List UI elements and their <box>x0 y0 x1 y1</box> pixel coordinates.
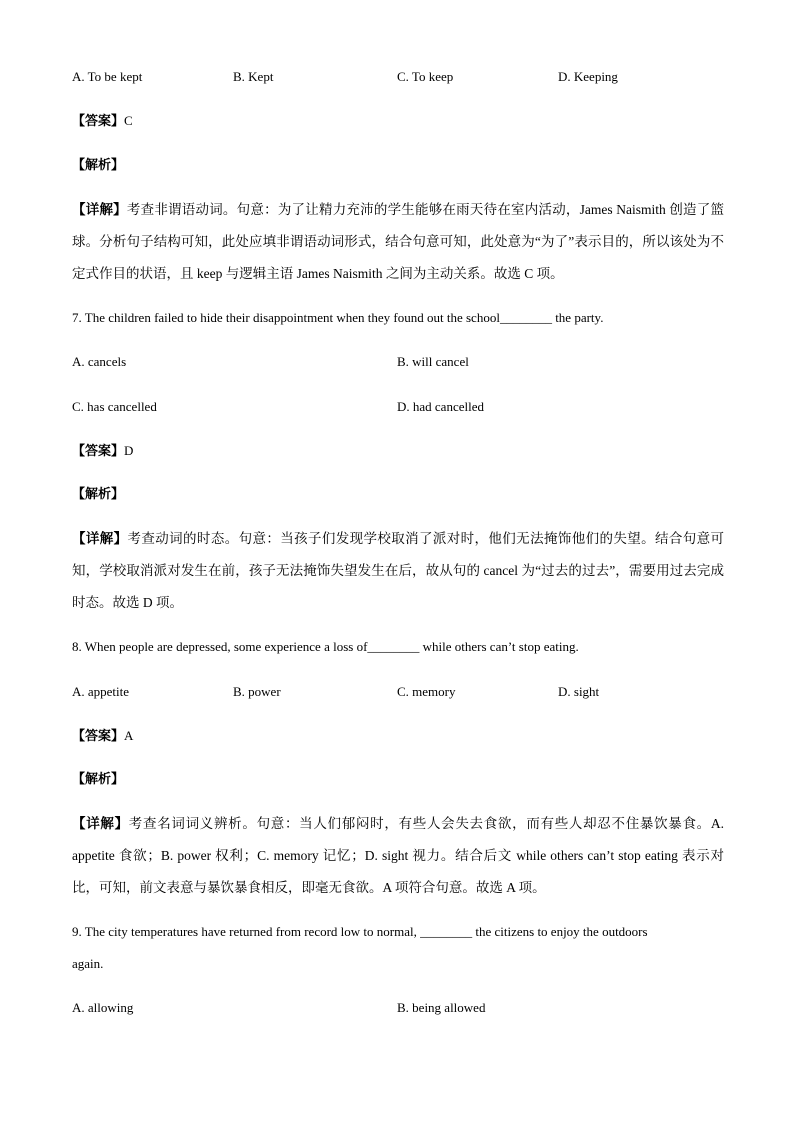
q7-answer <box>72 442 133 461</box>
answer-value: A <box>124 728 134 743</box>
q6-option-b: B. Kept <box>233 69 274 84</box>
answer-tag: 【答案】 <box>72 729 125 744</box>
answer-value: C <box>124 113 133 128</box>
answer-value: D <box>124 443 134 458</box>
q8-option-d: D. sight <box>558 684 600 699</box>
detail-tag: 【详解】 <box>72 816 129 832</box>
q7-option-d: D. had cancelled <box>397 399 484 414</box>
q7-option-c: C. has cancelled <box>72 399 157 414</box>
q7-detail <box>72 523 724 619</box>
q6-detail <box>72 194 724 290</box>
q8-option-a: A. appetite <box>72 684 130 699</box>
q6-analysis-heading: 【解析】 <box>72 158 125 173</box>
detail-tag: 【详解】 <box>72 202 127 218</box>
q8-option-b: B. power <box>233 684 281 699</box>
q7-option-a: A. cancels <box>72 354 127 369</box>
q6-answer <box>72 112 133 131</box>
q9-option-b: B. being allowed <box>397 1000 486 1015</box>
detail-text: 考查非谓语动词。句意：为了让精力充沛的学生能够在雨天待在室内活动，James Naismith 创造了篮球。分析句子结构可知，此处应填非谓语动词形式，结合句意可知，此处意为“为了”表示目的，所以该处为不定式作目的状语，且 keep 与逻辑主语 James Naismith 之间为主动关系。故选 C 项。 <box>72 202 724 281</box>
q8-analysis-heading: 【解析】 <box>72 772 125 787</box>
q8-option-c: C. memory <box>397 684 456 699</box>
q9-question-line1: 9. The city temperatures have returned from record low to normal, ________ the citizens to enjoy the outdoors <box>72 924 648 939</box>
answer-tag: 【答案】 <box>72 114 125 129</box>
q8-detail <box>72 808 724 904</box>
q7-analysis-heading: 【解析】 <box>72 487 125 502</box>
detail-text: 考查动词的时态。句意：当孩子们发现学校取消了派对时，他们无法掩饰他们的失望。结合句意可知，学校取消派对发生在前，孩子无法掩饰失望发生在后，故从句的 cancel 为“过去的过去”，需要用过去完成时态。故选 D 项。 <box>72 531 725 610</box>
q9-option-a: A. allowing <box>72 1000 134 1015</box>
q6-option-d: D. Keeping <box>558 69 618 84</box>
q6-option-a: A. To be kept <box>72 69 143 84</box>
q7-option-b: B. will cancel <box>397 354 469 369</box>
q9-question-line2: again. <box>72 956 104 971</box>
q8-answer <box>72 727 133 746</box>
q7-question: 7. The children failed to hide their disappointment when they found out the school________ the party. <box>72 310 604 325</box>
q6-option-c: C. To keep <box>397 69 454 84</box>
q8-question: 8. When people are depressed, some experience a loss of________ while others can’t stop eating. <box>72 639 579 654</box>
detail-tag: 【详解】 <box>72 531 128 547</box>
answer-tag: 【答案】 <box>72 444 125 459</box>
detail-text: 考查名词词义辨析。句意：当人们郁闷时，有些人会失去食欲，而有些人却忍不住暴饮暴食。A. appetite 食欲；B. power 权利；C. memory 记忆；D. sight 视力。结合后文 while others can’t stop eating 表示对比，可知，前文表意与暴饮暴食相反，即毫无食欲。A 项符合句意。故选 A 项。 <box>72 816 725 895</box>
